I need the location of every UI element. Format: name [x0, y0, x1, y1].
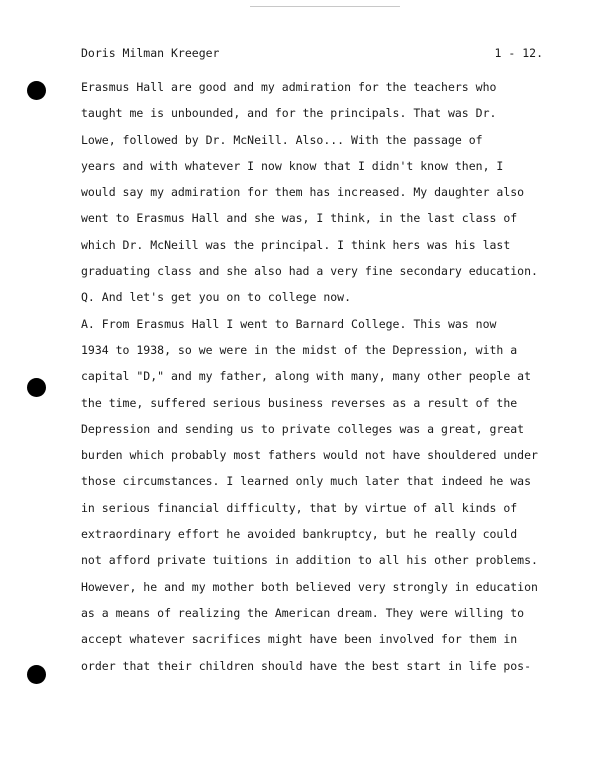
text-line: accept whatever sacrifices might have been involved for them in	[81, 632, 518, 647]
text-line: graduating class and she also had a very fine secondary education.	[81, 264, 538, 279]
question-line: Q. And let's get you on to college now.	[81, 290, 352, 305]
answer-line: A. From Erasmus Hall I went to Barnard College. This was now	[81, 316, 497, 331]
text-line: the time, suffered serious business reverses as a result of the	[81, 395, 518, 410]
text-line: order that their children should have the best start in life pos-	[81, 658, 532, 673]
text-line: 1934 to 1938, so we were in the midst of the Depression, with a	[81, 342, 518, 357]
punch-hole-icon	[27, 81, 46, 100]
text-line: Lowe, followed by Dr. McNeill. Also... With the passage of	[81, 132, 483, 147]
text-line: which Dr. McNeill was the principal. I think hers was his last	[81, 237, 511, 252]
text-line: extraordinary effort he avoided bankruptcy, but he really could	[81, 527, 518, 542]
page-number: 1 - 12.	[494, 46, 543, 60]
text-line: would say my admiration for them has increased. My daughter also	[81, 185, 525, 200]
punch-hole-icon	[27, 378, 46, 397]
text-line: in serious financial difficulty, that by virtue of all kinds of	[81, 500, 518, 515]
page-header	[81, 43, 543, 63]
punch-hole-icon	[27, 665, 46, 684]
transcript-body	[81, 74, 551, 679]
text-line: taught me is unbounded, and for the principals. That was Dr.	[81, 106, 497, 121]
text-line: burden which probably most fathers would not have shouldered under	[81, 448, 538, 463]
text-line: However, he and my mother both believed very strongly in education	[81, 579, 538, 594]
text-line: Erasmus Hall are good and my admiration for the teachers who	[81, 80, 497, 94]
text-line: Depression and sending us to private colleges was a great, great	[81, 421, 525, 436]
text-line: went to Erasmus Hall and she was, I think, in the last class of	[81, 211, 518, 226]
text-line: capital "D," and my father, along with many, many other people at	[81, 369, 532, 384]
top-scan-rule	[250, 6, 400, 7]
interviewee-name: Doris Milman Kreeger	[81, 46, 220, 60]
text-line: those circumstances. I learned only much later that indeed he was	[81, 474, 532, 489]
text-line: not afford private tuitions in addition to all his other problems.	[81, 553, 538, 568]
text-line: years and with whatever I now know that I didn't know then, I	[81, 158, 504, 173]
text-line: as a means of realizing the American dream. They were willing to	[81, 605, 525, 620]
